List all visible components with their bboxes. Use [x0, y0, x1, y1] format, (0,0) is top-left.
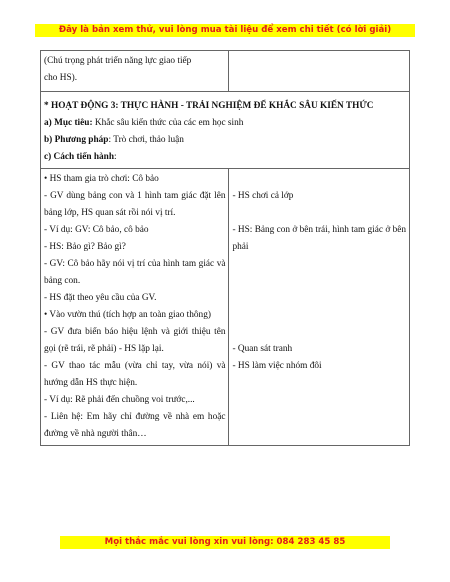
preview-notice-banner: Đây là bản xem thử, vui lòng mua tài liệu để xem chi tiết (có lời giải) — [35, 24, 415, 37]
list-item: - HS: Bảng con ở bên trái, hình tam giác ở bên phải — [232, 225, 407, 252]
table-row — [41, 51, 410, 92]
list-item: (Chú trọng phát triển năng lực giao tiếp — [44, 56, 192, 66]
teacher-activity-cell — [41, 51, 229, 92]
table-row — [41, 169, 410, 446]
objective-label: a) Mục tiêu: — [44, 118, 93, 128]
process-line — [44, 149, 406, 166]
list-item: • HS tham gia trò chơi: Cô bảo — [44, 174, 159, 184]
list-item: - Liên hệ: Em hãy chỉ đường về nhà em hoặc đường về nhà người thân… — [44, 412, 226, 439]
list-item: - GV đưa biển báo hiệu lệnh và giới thiệu tên gọi (rẽ trái, rẽ phải) - HS lặp lại. — [44, 327, 226, 354]
list-item: - Ví dụ: GV: Cô bảo, cô bảo — [44, 225, 149, 235]
contact-banner: Mọi thắc mắc vui lòng xin vui lòng: 084 283 45 85 — [60, 536, 390, 549]
list-item: cho HS). — [44, 73, 78, 83]
lesson-plan-table — [40, 50, 410, 446]
method-text: : Trò chơi, thảo luận — [108, 135, 184, 145]
method-label: b) Phương pháp — [44, 135, 109, 145]
list-item: - GV: Cô bảo hãy nói vị trí của hình tam giác và bảng con. — [44, 259, 226, 286]
list-item: - GV dùng bảng con và 1 hình tam giác đặt lên bảng lớp, HS quan sát rồi nói vị trí. — [44, 191, 226, 218]
list-item: - Quan sát tranh — [232, 344, 293, 354]
student-activity-cell — [229, 51, 410, 92]
list-item: - Ví dụ: Rẽ phải đến chuồng voi trước,... — [44, 395, 195, 405]
method-line — [44, 132, 406, 149]
list-item: - GV thao tác mẫu (vừa chỉ tay, vừa nói) và hướng dẫn HS thực hiện. — [44, 361, 226, 388]
section-title: * HOẠT ĐỘNG 3: THỰC HÀNH - TRẢI NGHIỆM ĐỂ KHẮC SÂU KIẾN THỨC — [44, 101, 374, 111]
list-item: - HS đặt theo yêu cầu của GV. — [44, 293, 157, 303]
student-activity-cell — [229, 169, 410, 446]
process-colon: : — [114, 152, 117, 162]
list-item: - HS chơi cả lớp — [232, 191, 294, 201]
table-row — [41, 92, 410, 169]
process-label: c) Cách tiến hành — [44, 152, 114, 162]
list-item: - HS làm việc nhóm đôi — [232, 361, 322, 371]
list-item: - HS: Bảo gì? Bảo gì? — [44, 242, 126, 252]
objective-text: Khắc sâu kiến thức của các em học sinh — [92, 118, 244, 128]
section-header-cell — [41, 92, 410, 169]
teacher-activity-cell — [41, 169, 229, 446]
list-item: • Vào vườn thú (tích hợp an toàn giao thông) — [44, 310, 211, 320]
objective-line — [44, 115, 406, 132]
